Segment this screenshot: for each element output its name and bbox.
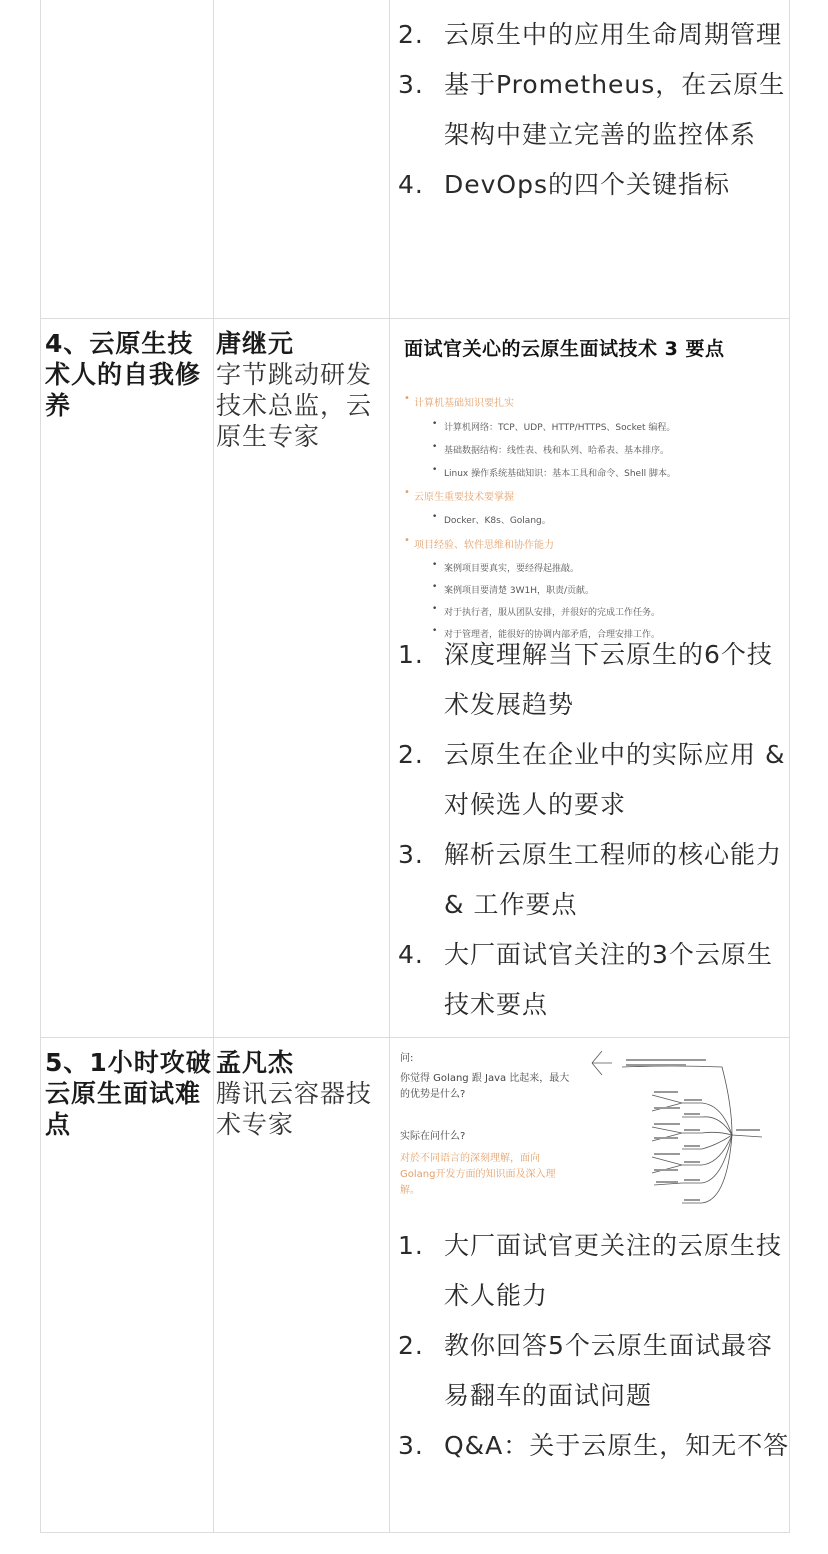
slide-item: • 基础数据结构：线性表、栈和队列、哈希表、基本排序。 [444, 443, 669, 456]
content-cell [390, 0, 789, 318]
slide-item: • 案例项目要真实，要经得起推敲。 [444, 561, 579, 574]
slide-heading: • 项目经验、软件思维和协作能力 [414, 536, 554, 551]
topic-title: 4、云原生技术人的自我修养 [45, 329, 202, 420]
topic-title: 5、1小时攻破云原生面试难点 [45, 1048, 212, 1139]
table-row [41, 318, 789, 1038]
topic-cell [41, 1037, 214, 1532]
topic-cell [41, 0, 214, 318]
answer-text: 对於不同语言的深刻理解，面向Golang开发方面的知识面及深入理解。 [400, 1153, 556, 1196]
content-list [398, 630, 790, 1030]
list-item: 4. DevOps的四个关键指标 [398, 170, 730, 199]
slide-item: • 案例项目要清楚 3W1H，职责/贡献。 [444, 583, 594, 596]
speaker-cell [214, 318, 390, 1037]
question-text: 你觉得 Golang 跟 Java 比起来，最大的优势是什么? [400, 1073, 570, 1100]
content-list [398, 1221, 790, 1471]
speaker-info [216, 328, 390, 452]
list-item: 3. 基于Prometheus，在云原生架构中建立完善的监控体系 [398, 70, 786, 149]
speaker-cell [214, 1037, 390, 1532]
slide-item: • Docker、K8s、Golang。 [444, 513, 551, 526]
list-item: 2. 云原生在企业中的实际应用 & 对候选人的要求 [398, 740, 786, 819]
table-row [41, 1037, 789, 1532]
table-row [41, 0, 789, 319]
list-item: 2. 教你回答5个云原生面试最容易翻车的面试问题 [398, 1331, 773, 1410]
slide-title: 面试官关心的云原生面试技术 3 要点 [404, 338, 725, 360]
mindmap-graphic [582, 1045, 782, 1213]
list-item: 3. 解析云原生工程师的核心能力 & 工作要点 [398, 840, 783, 919]
question-label: 问: [400, 1053, 414, 1064]
list-item: 1. 深度理解当下云原生的6个技术发展趋势 [398, 640, 773, 719]
slide-item: • 计算机网络：TCP、UDP、HTTP/HTTPS、Socket 编程。 [444, 420, 675, 433]
slide-heading: • 云原生重要技术要掌握 [414, 488, 514, 503]
content-list [398, 10, 790, 210]
topic-cell [41, 318, 214, 1037]
content-cell [390, 1037, 789, 1532]
agenda-table [40, 0, 790, 1533]
slide-item: • Linux 操作系统基础知识：基本工具和命令、Shell 脚本。 [444, 466, 676, 479]
list-item: 3. Q&A：关于云原生，知无不答 [398, 1431, 790, 1460]
speaker-name: 孟凡杰 [216, 1048, 295, 1077]
slide-item: • 对于执行者，服从团队安排，并很好的完成工作任务。 [444, 605, 660, 618]
speaker-title: 字节跳动研发技术总监，云原生专家 [216, 360, 373, 451]
speaker-title: 腾讯云容器技术专家 [216, 1079, 373, 1139]
slide-image [396, 1045, 782, 1213]
list-item: 4. 大厂面试官关注的3个云原生技术要点 [398, 940, 773, 1019]
answer-label: 实际在问什么? [400, 1131, 466, 1142]
slide-item: • 对于管理者，能很好的协调内部矛盾，合理安排工作。 [444, 627, 660, 640]
slide-image [396, 328, 784, 638]
speaker-info [216, 1047, 390, 1140]
list-item: 2. 云原生中的应用生命周期管理 [398, 20, 783, 49]
slide-heading: • 计算机基础知识要扎实 [414, 394, 514, 409]
speaker-name: 唐继元 [216, 329, 295, 358]
content-cell [390, 318, 789, 1037]
list-item: 1. 大厂面试官更关注的云原生技术人能力 [398, 1231, 783, 1310]
speaker-cell [214, 0, 390, 318]
